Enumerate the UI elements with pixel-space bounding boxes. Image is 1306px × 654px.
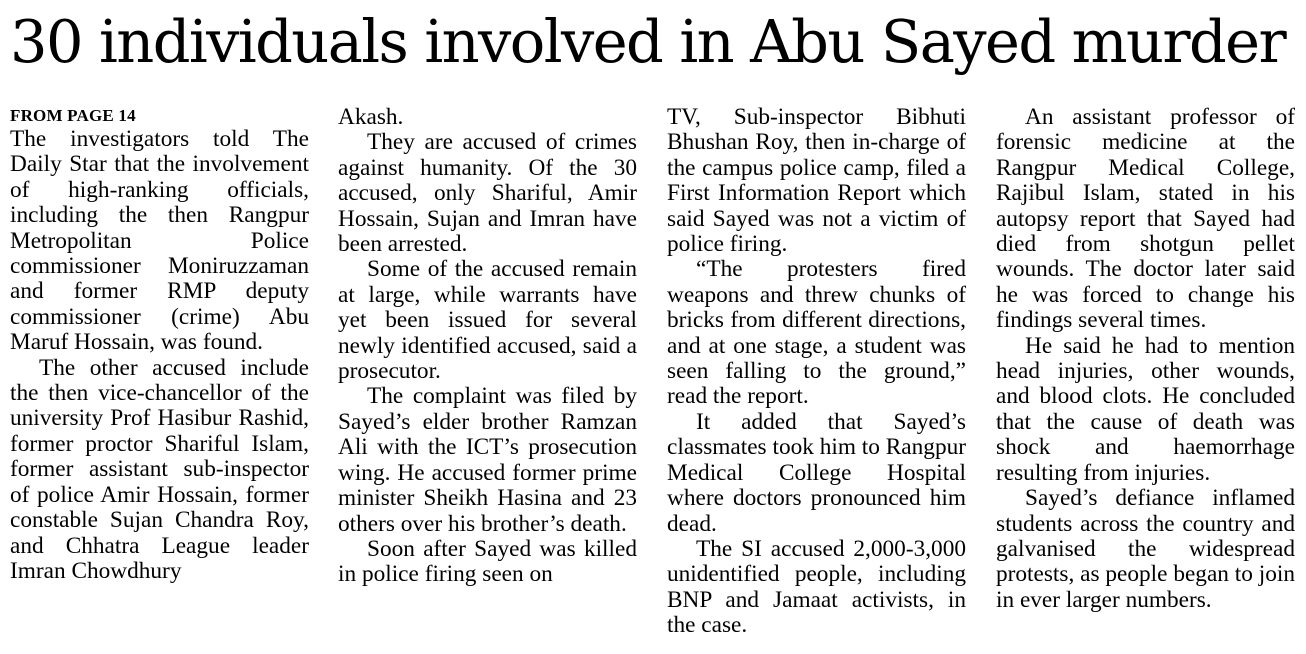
paragraph: “The protesters fired weapons and threw chunks of bricks from different directions, and at one stage, a student was seen falling to the ground,” read the report.: [667, 256, 966, 410]
continued-from-label: FROM PAGE 14: [10, 106, 136, 125]
paragraph: Sayed’s defiance inflamed students across the country and galvanised the widespread protests, as people began to join in ever larger numbers.: [996, 485, 1295, 613]
paragraph: It added that Sayed’s classmates took him to Rangpur Medical College Hospital where doctors pronounced him dead.: [667, 408, 966, 537]
paragraph: They are accused of crimes against humanity. Of the 30 accused, only Shariful, Amir Hossain, Sujan and Imran have been arrested.: [338, 129, 637, 258]
paragraph: Akash.: [338, 104, 404, 130]
paragraph: TV, Sub-inspector Bibhuti Bhushan Roy, then in-charge of the campus police camp, filed a First Information Report which said Sayed was not a victim of police firing.: [667, 104, 966, 258]
paragraph: Soon after Sayed was killed in police firing seen on: [338, 535, 637, 588]
paragraph: The SI accused 2,000-3,000 unidentified people, including BNP and Jamaat activists, in the case.: [667, 535, 966, 639]
article-column-1: [10, 105, 309, 584]
paragraph: He said he had to mention head injuries, other wounds, and blood clots. He concluded that the cause of death was shock and haemorrhage resulting from injuries.: [996, 332, 1295, 486]
article-column-2: [338, 105, 637, 588]
article-column-4: [996, 105, 1295, 613]
paragraph: The other accused include the then vice-chancellor of the university Prof Hasibur Rashid, former proctor Shariful Islam, former assistant sub-inspector of police Amir Hossain, former constable Sujan Chandra Roy, and Chhatra League leader Imran Chowdhury: [10, 354, 309, 584]
headline: 30 individuals involved in Abu Sayed murder: [10, 7, 1286, 76]
article-column-3: [667, 105, 966, 639]
paragraph: An assistant professor of forensic medicine at the Rangpur Medical College, Rajibul Islam, stated in his autopsy report that Sayed had died from shotgun pellet wounds. The doctor later said he was forced to change his findings several times.: [996, 104, 1295, 334]
paragraph: The complaint was filed by Sayed’s elder brother Ramzan Ali with the ICT’s prosecution wing. He accused former prime minister Sheikh Hasina and 23 others over his brother’s death.: [338, 383, 637, 537]
paragraph: The investigators told The Daily Star that the involvement of high-ranking officials, including the then Rangpur Metropolitan Police commissioner Moniruzzaman and former RMP deputy commissioner (crime) Abu Maruf Hossain, was found.: [10, 126, 309, 356]
paragraph: Some of the accused remain at large, while warrants have yet been issued for several newly identified accused, said a prosecutor.: [338, 256, 637, 385]
article-body: [0, 105, 1306, 654]
